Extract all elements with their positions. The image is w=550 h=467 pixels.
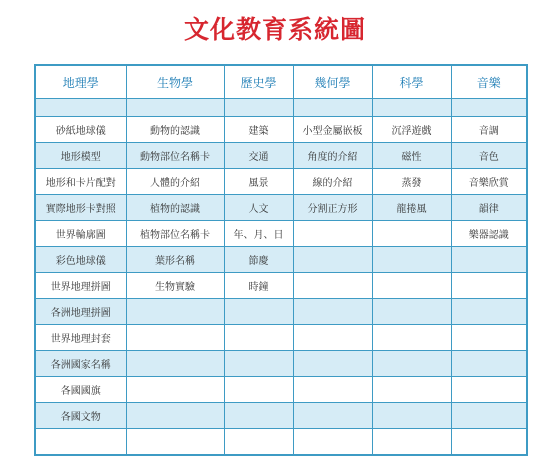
table-cell: 角度的介紹	[293, 143, 372, 169]
table-cell: 世界地理拼圖	[35, 273, 126, 299]
table-cell	[372, 273, 451, 299]
table-cell	[126, 429, 224, 456]
table-cell: 風景	[224, 169, 293, 195]
table-cell: 各洲地理拼圖	[35, 299, 126, 325]
table-cell: 植物部位名稱卡	[126, 221, 224, 247]
table-cell: 分割正方形	[293, 195, 372, 221]
table-cell: 各國國旗	[35, 377, 126, 403]
table-cell: 樂器認識	[451, 221, 527, 247]
table-row	[35, 195, 527, 221]
table-row	[35, 429, 527, 456]
table-body	[35, 99, 527, 456]
table-cell: 音樂欣賞	[451, 169, 527, 195]
column-header-biology: 生物學	[126, 65, 224, 99]
table-cell: 動物部位名稱卡	[126, 143, 224, 169]
table-cell	[126, 299, 224, 325]
table-cell	[293, 221, 372, 247]
table-cell: 世界輪廓圖	[35, 221, 126, 247]
table-cell: 韻律	[451, 195, 527, 221]
table-cell	[224, 377, 293, 403]
table-cell	[224, 299, 293, 325]
table-cell	[126, 377, 224, 403]
table-row	[35, 325, 527, 351]
table-cell	[126, 99, 224, 117]
header-row	[35, 65, 527, 99]
column-header-music: 音樂	[451, 65, 527, 99]
table-cell: 葉形名稱	[126, 247, 224, 273]
table-cell	[293, 351, 372, 377]
table-row	[35, 117, 527, 143]
table-cell	[126, 403, 224, 429]
table-cell: 小型金屬嵌板	[293, 117, 372, 143]
table-cell: 音色	[451, 143, 527, 169]
table-cell: 沉浮遊戲	[372, 117, 451, 143]
table-cell	[293, 99, 372, 117]
table-cell: 交通	[224, 143, 293, 169]
table-cell	[372, 351, 451, 377]
table-cell: 磁性	[372, 143, 451, 169]
table-row	[35, 247, 527, 273]
table-cell	[372, 429, 451, 456]
table-cell: 年、月、日	[224, 221, 293, 247]
table-cell	[35, 99, 126, 117]
table-cell: 人文	[224, 195, 293, 221]
table-row	[35, 143, 527, 169]
table-cell	[224, 351, 293, 377]
table-cell	[224, 429, 293, 456]
table-row	[35, 351, 527, 377]
table-cell: 建築	[224, 117, 293, 143]
table-cell	[224, 325, 293, 351]
table-cell	[451, 299, 527, 325]
education-system-table	[34, 64, 528, 456]
table-cell: 生物實驗	[126, 273, 224, 299]
table-cell	[451, 273, 527, 299]
table-cell: 蒸發	[372, 169, 451, 195]
table-cell	[224, 99, 293, 117]
page-title: 文化教育系統圖	[183, 15, 366, 44]
column-header-science: 科學	[372, 65, 451, 99]
table-cell	[293, 325, 372, 351]
table-cell	[126, 325, 224, 351]
table-cell	[451, 325, 527, 351]
table-cell: 動物的認識	[126, 117, 224, 143]
table-cell	[372, 221, 451, 247]
table-cell	[293, 377, 372, 403]
table-cell: 砂紙地球儀	[35, 117, 126, 143]
table-row	[35, 169, 527, 195]
table-cell	[372, 99, 451, 117]
table-row	[35, 377, 527, 403]
table-cell	[451, 377, 527, 403]
table-cell: 地形和卡片配對	[35, 169, 126, 195]
column-header-history: 歷史學	[224, 65, 293, 99]
table-cell	[451, 429, 527, 456]
table-row	[35, 221, 527, 247]
table-cell	[372, 403, 451, 429]
table-row	[35, 299, 527, 325]
table-cell	[372, 325, 451, 351]
table-cell: 時鐘	[224, 273, 293, 299]
table-cell	[293, 247, 372, 273]
table-cell: 地形模型	[35, 143, 126, 169]
table-cell	[451, 403, 527, 429]
table-cell	[293, 299, 372, 325]
table-cell: 彩色地球儀	[35, 247, 126, 273]
table-cell: 各國文物	[35, 403, 126, 429]
table-cell: 世界地理封套	[35, 325, 126, 351]
column-header-geography: 地理學	[35, 65, 126, 99]
table-cell	[35, 429, 126, 456]
table-row	[35, 403, 527, 429]
table-cell: 龍捲風	[372, 195, 451, 221]
table-cell: 音調	[451, 117, 527, 143]
table-cell: 線的介紹	[293, 169, 372, 195]
table-cell	[293, 403, 372, 429]
table-cell	[372, 247, 451, 273]
table-cell	[451, 351, 527, 377]
table-row	[35, 273, 527, 299]
table-cell: 節慶	[224, 247, 293, 273]
table-cell	[372, 377, 451, 403]
table-cell	[126, 351, 224, 377]
table-cell	[293, 429, 372, 456]
table-cell: 植物的認識	[126, 195, 224, 221]
spacer-row	[35, 99, 527, 117]
column-header-geometry: 幾何學	[293, 65, 372, 99]
table-cell	[372, 299, 451, 325]
table-cell: 人體的介紹	[126, 169, 224, 195]
table-cell	[293, 273, 372, 299]
table-cell	[224, 403, 293, 429]
table-cell: 實際地形卡對照	[35, 195, 126, 221]
table-cell	[451, 99, 527, 117]
table-cell: 各洲國家名稱	[35, 351, 126, 377]
table-cell	[451, 247, 527, 273]
